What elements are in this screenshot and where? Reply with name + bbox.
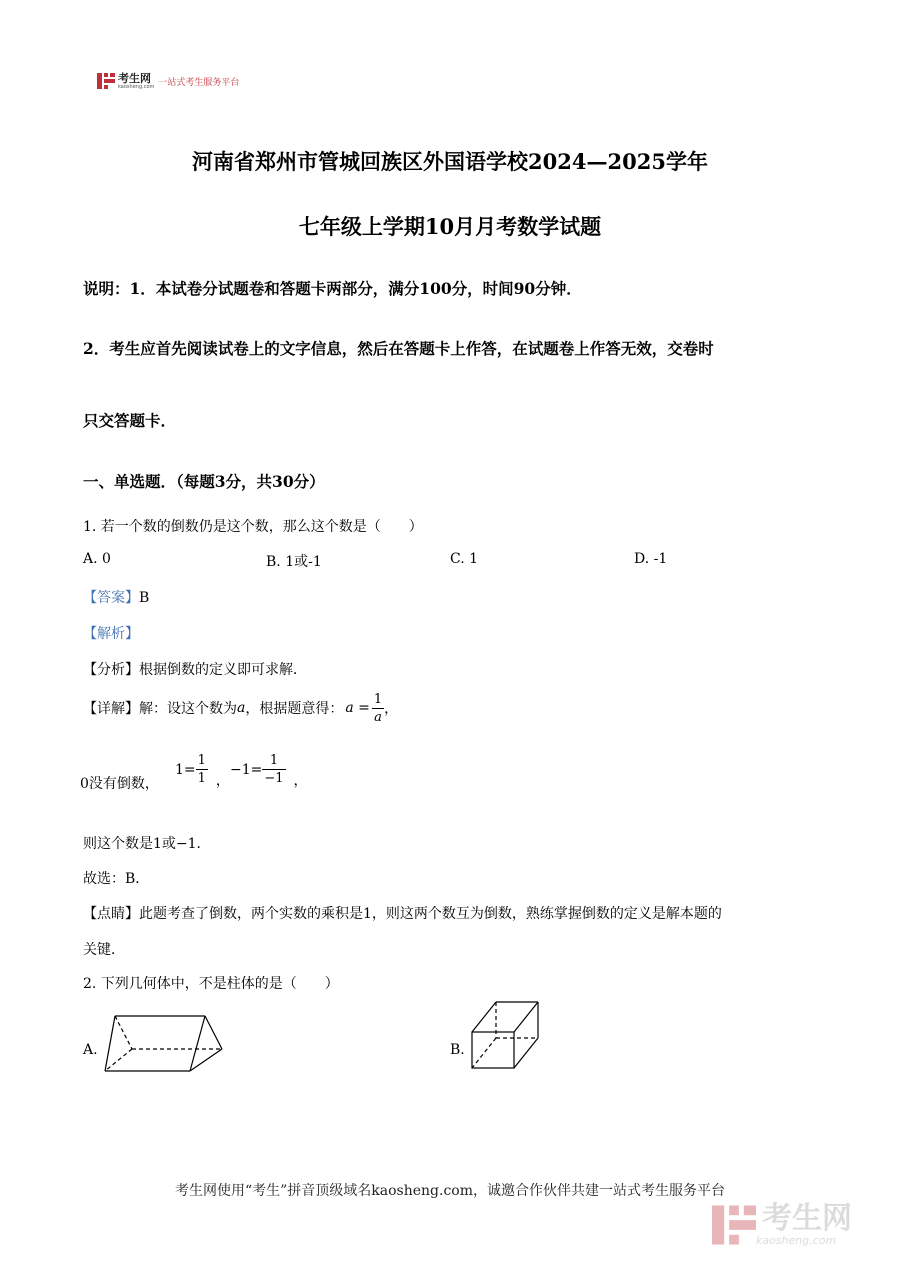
frac-numerator: 1 xyxy=(197,753,206,768)
frac-denominator: −1 xyxy=(264,771,284,786)
brand-name: 考生网 xyxy=(118,71,151,85)
eq3-comma: ， xyxy=(293,772,308,789)
eq3 xyxy=(230,753,308,789)
instructions-line1: 说明：1．本试卷分试题卷和答题卡两部分，满分100分，时间90分钟． xyxy=(83,279,582,298)
fraction-1-over-a xyxy=(372,693,384,724)
analysis-tag: 【解析】 xyxy=(83,626,139,642)
q1-choose: 故选：B． xyxy=(83,871,150,887)
eq2-comma: ， xyxy=(215,772,230,789)
eq2 xyxy=(175,753,230,789)
brand-slogan: 一站式考生服务平台 xyxy=(158,77,240,88)
eq2-lhs: 1= xyxy=(175,761,196,778)
frac-numerator: 1 xyxy=(269,753,279,768)
frac-numerator: 1 xyxy=(373,691,383,707)
section-heading: 一、单选题．（每题3分，共30分） xyxy=(83,472,325,491)
q2-option-a-label: A. xyxy=(83,1042,98,1058)
zero-text: 0没有倒数， xyxy=(80,776,159,792)
instructions-line2: 2．考生应首先阅读试卷上的文字信息，然后在答题卡上作答，在试题卷上作答无效，交卷时 xyxy=(83,339,714,358)
q2-option-b-label: B. xyxy=(450,1042,465,1058)
q1-stem: 1. 若一个数的倒数仍是这个数，那么这个数是（ ） xyxy=(83,519,423,535)
fraction-1-over-neg1 xyxy=(262,754,285,785)
cube-figure xyxy=(468,998,543,1073)
xiangjie-prefix: 【详解】解：设这个数为 xyxy=(83,701,237,717)
eq1-comma: ， xyxy=(384,701,399,717)
answer-value: B xyxy=(139,590,150,606)
page-title: 河南省郑州市管城回族区外国语学校2024—2025学年 xyxy=(192,149,708,174)
answer-tag: 【答案】 xyxy=(83,590,139,606)
q1-dianjing: 【点睛】此题考查了倒数，两个实数的乘积是1，则这两个数互为倒数，熟练掌握倒数的定义是解本题的 xyxy=(83,906,722,922)
xiangjie-mid: ，根据题意得： xyxy=(245,701,344,717)
frac-denominator: a xyxy=(374,709,382,725)
q1-conclusion: 则这个数是1或−1． xyxy=(83,836,211,852)
watermark-domain: kaosheng.com xyxy=(756,1233,837,1247)
q1-option-b: B. 1或-1 xyxy=(266,554,322,570)
eq1-lhs: a = xyxy=(345,700,370,716)
fraction-1-over-1 xyxy=(196,754,208,785)
q1-option-c: C. 1 xyxy=(450,551,479,567)
q1-fenxi: 【分析】根据倒数的定义即可求解． xyxy=(83,662,307,678)
q1-answer xyxy=(83,587,149,607)
watermark xyxy=(712,1200,852,1247)
q1-xiangjie xyxy=(83,688,398,728)
instructions-line3: 只交答题卡． xyxy=(83,411,177,430)
brand-logo-icon xyxy=(97,72,115,90)
q1-dianjing-cont: 关键． xyxy=(83,942,125,958)
triangular-prism-figure xyxy=(100,1010,230,1076)
variable-a: a xyxy=(237,700,246,716)
page-subtitle: 七年级上学期10月月考数学试题 xyxy=(298,214,602,239)
brand-logo xyxy=(97,72,239,90)
watermark-logo-icon xyxy=(712,1203,756,1247)
q1-option-a: A. 0 xyxy=(83,551,111,567)
brand-domain: kaosheng.com xyxy=(118,83,155,90)
frac-denominator: 1 xyxy=(197,771,206,786)
q1-option-d: D. -1 xyxy=(634,551,668,567)
watermark-name: 考生网 xyxy=(762,1200,852,1236)
eq3-lhs: −1= xyxy=(230,761,263,778)
q2-stem: 2. 下列几何体中，不是柱体的是（ ） xyxy=(83,976,339,992)
footer-text: 考生网使用“考生”拼音顶级域名kaosheng.com，诚邀合作伙伴共建一站式考生服务平台 xyxy=(174,1183,726,1199)
